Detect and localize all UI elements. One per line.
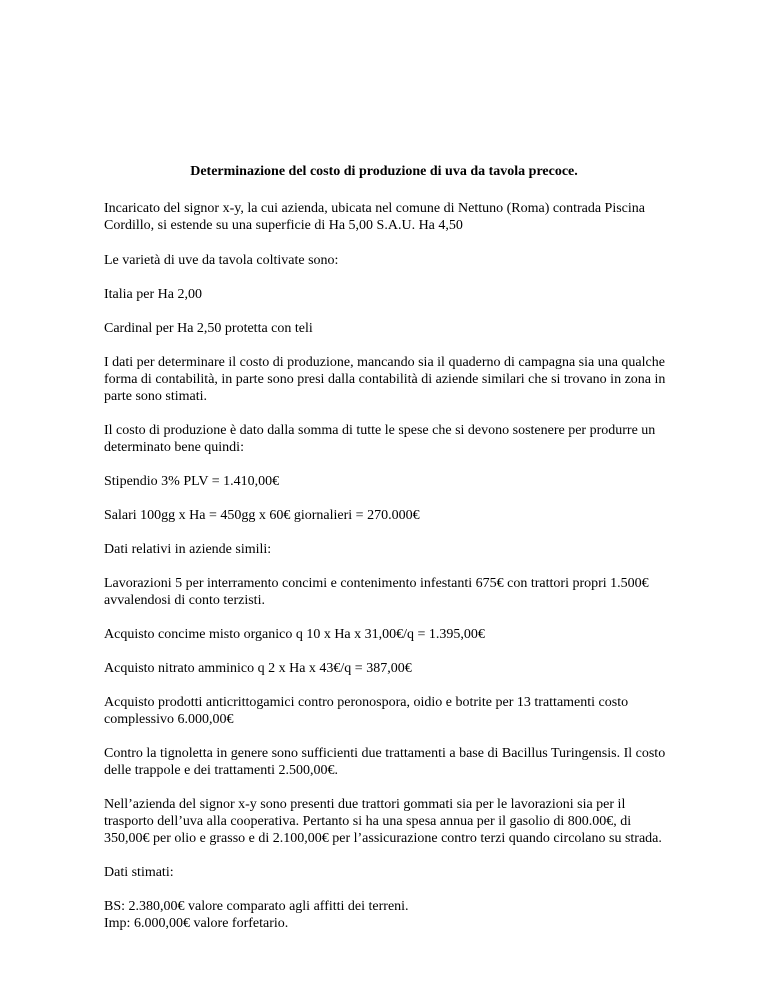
paragraph-estimated-imp: Imp: 6.000,00€ valore forfetario.: [104, 916, 289, 931]
document-title: Determinazione del costo di produzione di uva da tavola precoce.: [190, 164, 578, 179]
paragraph-intro: Incaricato del signor x-y, la cui azienda, ubicata nel comune di Nettuno (Roma) contrada Piscina Cordillo, si estende su una superficie di Ha 5,00 S.A.U. Ha 4,50: [104, 201, 646, 233]
paragraph-tignoletta: Contro la tignoletta in genere sono sufficienti due trattamenti a base di Bacillus Turingensis. Il costo delle trappole e dei trattamenti 2.500,00€.: [104, 746, 666, 778]
paragraph-lavorazioni: Lavorazioni 5 per interramento concimi e contenimento infestanti 675€ con trattori propri 1.500€ avvalendosi di conto terzisti.: [104, 576, 649, 608]
paragraph-nitrato: Acquisto nitrato amminico q 2 x Ha x 43€/q = 387,00€: [104, 661, 412, 676]
paragraph-variety-italia: Italia per Ha 2,00: [104, 287, 202, 302]
paragraph-cost-definition: Il costo di produzione è dato dalla somma di tutte le spese che si devono sostenere per produrre un determinato bene quindi:: [104, 423, 656, 455]
paragraph-varieties-heading: Le varietà di uve da tavola coltivate sono:: [104, 253, 339, 268]
paragraph-estimated-bs: BS: 2.380,00€ valore comparato agli affitti dei terreni.: [104, 899, 409, 914]
paragraph-concime: Acquisto concime misto organico q 10 x Ha x 31,00€/q = 1.395,00€: [104, 627, 485, 642]
paragraph-trattori: Nell’azienda del signor x-y sono presenti due trattori gommati sia per le lavorazioni sia per il trasporto dell’uva alla cooperativa. Pertanto si ha una spesa annua per il gasolio di 800.00€, di 350,00€ per olio e grasso e di 2.100,00€ per l’assicurazione contro terzi quando circolano su strada.: [104, 797, 662, 846]
paragraph-anticrittogamici: Acquisto prodotti anticrittogamici contro peronospora, oidio e botrite per 13 trattamenti costo complessivo 6.000,00€: [104, 695, 629, 727]
paragraph-estimated-heading: Dati stimati:: [104, 865, 174, 880]
paragraph-variety-cardinal: Cardinal per Ha 2,50 protetta con teli: [104, 321, 313, 336]
paragraph-salari: Salari 100gg x Ha = 450gg x 60€ giornalieri = 270.000€: [104, 508, 420, 523]
paragraph-stipendio: Stipendio 3% PLV = 1.410,00€: [104, 474, 280, 489]
paragraph-data-source: I dati per determinare il costo di produzione, mancando sia il quaderno di campagna sia una qualche forma di contabilità, in parte sono presi dalla contabilità di aziende similari che si trovano in zona in parte sono stimati.: [104, 355, 666, 404]
paragraph-similar-farms: Dati relativi in aziende simili:: [104, 542, 272, 557]
